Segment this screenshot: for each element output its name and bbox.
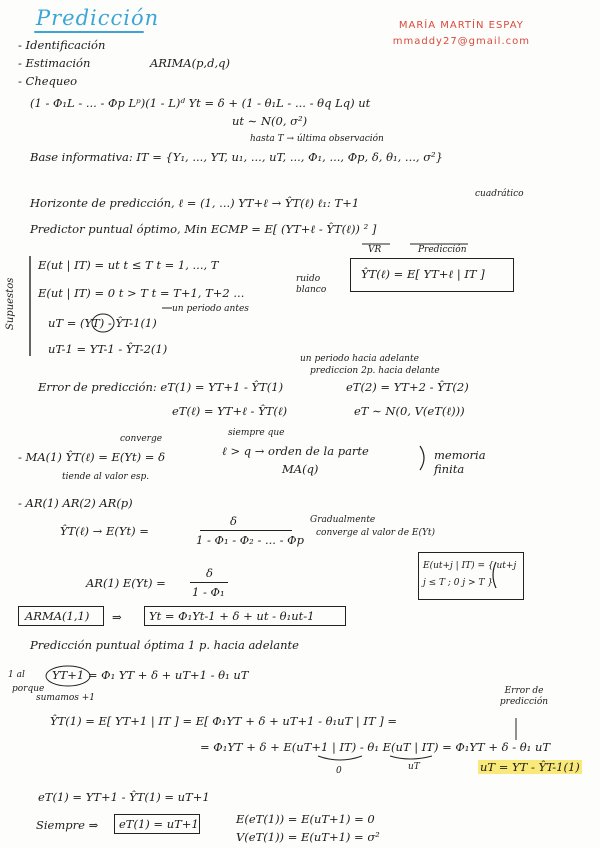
siempre-label: Siempre ⇒ [36,818,99,832]
arima-equation: (1 - Φ₁L - ... - Φp Lᵖ)(1 - L)ᵈ Yt = δ + (1 - θ₁L - ... - θq Lq) ut [30,96,371,110]
bullet-estimacion: - Estimación [18,56,91,70]
final-variance: V(eT(1)) = E(uT+1) = σ² [236,830,380,844]
ar-prediction: ŶT(ℓ) → E(Yt) = [60,524,149,538]
expectation-line-1: ŶT(1) = E[ YT+1 | IT ] = E[ Φ₁YT + δ + uT+1 - θ₁uT | IT ] = [50,714,398,728]
ut-annotation: uT [408,762,420,772]
prediccion-optima-1p: Predicción puntual óptima 1 p. hacia adelante [30,638,299,652]
prediccion-label: Predicción [418,245,467,255]
porque-note: porque [12,684,45,694]
expectation-line-2: = Φ₁YT + δ + E(uT+1 | IT) - θ₁ E(uT | IT) = Φ₁YT + δ - θ₁ uT [200,740,551,754]
predictor-optimo: Predictor puntual óptimo, Min ECMP = E[ (YT+ℓ - ŶT(ℓ)) ² ] [30,222,377,236]
ar1-expectation: AR(1) E(Yt) = [86,576,166,590]
al-note: 1 al [8,670,25,680]
memoria-brace [420,446,424,470]
cuadratico-note: cuadrático [475,189,524,199]
supuestos-label: Supuestos [5,277,16,330]
final-expectation: E(eT(1)) = E(uT+1) = 0 [236,812,375,826]
final-error-boxed: eT(1) = uT+1 [119,817,199,831]
prediccion-2p-note: prediccion 2p. hacia delante [310,366,440,376]
arma11-label: ARMA(1,1) [25,609,90,623]
ut-highlight: uT = YT - ŶT-1(1) [480,760,580,774]
ma-q-label: MA(q) [282,462,319,476]
horizonte: Horizonte de predicción, ℓ = (1, ...) YT+ℓ → ŶT(ℓ) ℓ₁: T+1 [30,196,360,210]
conditional-expectation-text: E(ut+j | IT) = { ut+j j ≤ T ; 0 j > T } [423,561,517,588]
sumamos-note: sumamos +1 [36,693,96,703]
error-prediccion-l: eT(ℓ) = YT+ℓ - ŶT(ℓ) [172,404,288,418]
assumption-uT-1: uT-1 = YT-1 - ŶT-2(1) [48,342,168,356]
tiende-note: tiende al valor esp. [62,472,150,482]
zero-underbrace [318,756,362,760]
ar-processes-line: - AR(1) AR(2) AR(p) [18,496,133,510]
base-informativa: Base informativa: IT = {Y₁, ..., YT, u₁, ..., uT, ..., Φ₁, ..., Φp, δ, θ₁, ..., σ²} [30,150,443,164]
converge-valor-note: converge al valor de E(Yt) [316,528,436,538]
cond-exp-2: E(ut | IT) = 0 t > T t = T+1, T+2 ... [38,286,245,300]
error-prediccion-note: Error de predicción [499,686,549,707]
ar-frac-num: δ [230,514,237,528]
final-error-1: eT(1) = YT+1 - ŶT(1) = uT+1 [38,790,210,804]
zero-annotation: 0 [336,766,342,776]
assumption-uT: uT = (YT) - ŶT-1(1) [48,316,157,330]
author-name: MARÍA MARTÍN ESPAY [398,20,524,31]
yt-circle [92,314,114,332]
page-title: Predicción [36,6,160,30]
error-prediccion-1: Error de predicción: eT(1) = YT+1 - ŶT(1) [38,380,284,394]
vr-label: VR [368,245,382,255]
gradualmente-note: Gradualmente [310,515,376,525]
arma-arrow: ⇒ [112,610,122,624]
ma1-prediction: - MA(1) ŶT(ℓ) = E(Yt) = δ [18,450,165,464]
noise-assumption: ut ∼ N(0, σ²) [232,114,308,128]
hasta-note: hasta T → última observación [250,134,384,144]
cond-exp-1: E(ut | IT) = ut t ≤ T t = 1, ..., T [38,258,219,272]
ar1-frac-den: 1 - Φ₁ [192,585,225,599]
arma11-equation: Yt = Φ₁Yt-1 + δ + ut - θ₁ut-1 [149,609,315,623]
error-prediccion-2: eT(2) = YT+2 - ŶT(2) [346,380,469,394]
converge-note: converge [120,434,163,444]
ar1-frac-num: δ [206,566,213,580]
bullet-identificacion: - Identificación [18,38,106,52]
ar-frac-den: 1 - Φ₁ - Φ₂ - ... - Φp [196,533,304,547]
optimal-predictor-formula: ŶT(ℓ) = E[ YT+ℓ | IT ] [361,267,485,281]
yt1-circle [46,666,90,686]
ruido-blanco-note: ruido blanco [296,274,327,295]
un-periodo-antes-note: un periodo antes [172,304,249,314]
orden-parte-ma: ℓ > q → orden de la parte [222,444,369,458]
yt1-equation: YT+1 = Φ₁ YT + δ + uT+1 - θ₁ uT [52,668,249,682]
cond-brace [493,562,496,588]
memoria-finita-note: memoria finita [434,448,486,476]
ut-underbrace [390,756,432,759]
un-periodo-adelante-note: un periodo hacia adelante [300,354,419,364]
arima-label: ARIMA(p,d,q) [150,56,230,70]
author-email: mmaddy27@gmail.com [392,36,530,47]
bullet-chequeo: - Chequeo [18,74,78,88]
error-distribution: eT ∼ N(0, V(eT(ℓ))) [354,404,465,418]
siempre-que-note: siempre que [228,428,285,438]
